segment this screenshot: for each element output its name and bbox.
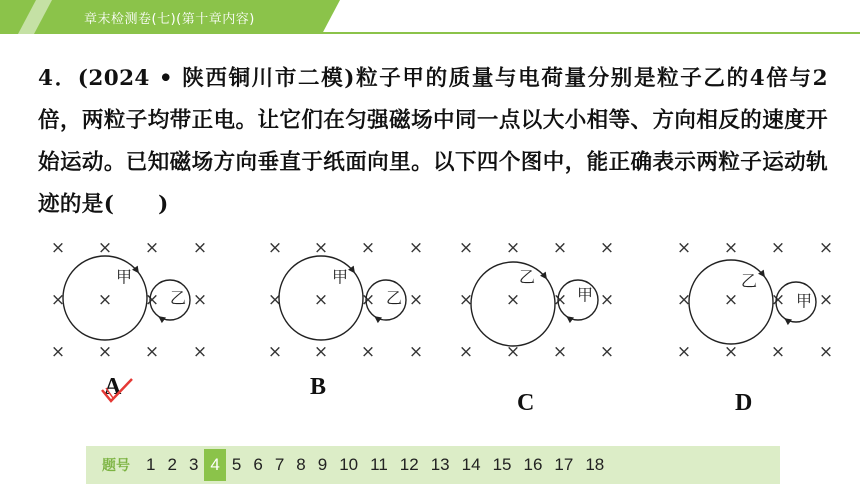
field-cross: × — [505, 238, 521, 258]
field-cross: × — [723, 342, 739, 362]
field-cross: × — [552, 238, 568, 258]
field-cross: × — [192, 238, 208, 258]
field-cross: × — [770, 342, 786, 362]
label-large-circle-particle: 甲 — [115, 267, 133, 287]
label-small-circle-particle: 乙 — [385, 288, 403, 308]
field-cross: × — [599, 290, 615, 310]
nav-item-7[interactable]: 7 — [274, 455, 285, 474]
label-small-circle-particle: 甲 — [795, 291, 813, 311]
header-banner — [0, 0, 860, 34]
field-cross: × — [408, 290, 424, 310]
field-cross: × — [599, 342, 615, 362]
label-large-circle-particle: 乙 — [740, 271, 758, 291]
label-small-circle-particle: 甲 — [576, 285, 594, 305]
field-cross: × — [192, 342, 208, 362]
field-cross: × — [267, 238, 283, 258]
field-cross: × — [360, 342, 376, 362]
question-nav — [86, 446, 780, 484]
field-cross: × — [552, 290, 568, 310]
field-cross: × — [192, 290, 208, 310]
field-cross: × — [505, 290, 521, 310]
nav-item-4[interactable]: 4 — [204, 449, 225, 481]
field-cross: × — [97, 290, 113, 310]
nav-item-15[interactable]: 15 — [492, 455, 512, 474]
field-cross: × — [818, 238, 834, 258]
nav-item-13[interactable]: 13 — [430, 455, 450, 474]
field-cross: × — [360, 290, 376, 310]
field-cross: × — [676, 342, 692, 362]
options-figures — [0, 236, 860, 436]
field-cross: × — [458, 290, 474, 310]
field-cross: × — [144, 342, 160, 362]
nav-item-10[interactable]: 10 — [339, 455, 359, 474]
correct-check-icon — [98, 376, 138, 406]
field-cross: × — [97, 342, 113, 362]
nav-item-6[interactable]: 6 — [253, 455, 263, 474]
nav-item-9[interactable]: 9 — [317, 455, 328, 474]
nav-item-18[interactable]: 18 — [585, 455, 605, 474]
label-large-circle-particle: 甲 — [331, 267, 349, 287]
question-number: 4． — [38, 66, 78, 91]
field-cross: × — [267, 290, 283, 310]
option-d-label[interactable]: D — [735, 390, 753, 416]
field-cross: × — [97, 238, 113, 258]
field-cross: × — [313, 290, 329, 310]
option-b-label[interactable]: B — [310, 374, 327, 400]
field-cross: × — [505, 342, 521, 362]
field-cross: × — [408, 238, 424, 258]
nav-item-12[interactable]: 12 — [399, 455, 419, 474]
field-cross: × — [723, 238, 739, 258]
nav-item-1[interactable]: 1 — [146, 455, 156, 474]
field-cross: × — [458, 238, 474, 258]
option-a-label[interactable]: A — [104, 374, 122, 400]
nav-items — [140, 449, 610, 481]
question-text — [38, 58, 828, 226]
nav-item-5[interactable]: 5 — [231, 455, 242, 474]
nav-item-16[interactable]: 16 — [523, 455, 543, 474]
field-cross: × — [818, 342, 834, 362]
question-body: 粒子甲的质量与电荷量分别是粒子乙的4倍与2倍，两粒子均带正电。让它们在匀强磁场中同一点以大小相等、方向相反的速度开始运动。已知磁场方向垂直于纸面向里。以下四个图中，能正确表示两粒子运动轨迹的是( ) — [38, 66, 829, 217]
field-cross: × — [313, 238, 329, 258]
option-c-label[interactable]: C — [517, 390, 535, 416]
field-cross: × — [676, 238, 692, 258]
field-cross: × — [552, 342, 568, 362]
field-cross: × — [408, 342, 424, 362]
field-cross: × — [50, 238, 66, 258]
nav-item-14[interactable]: 14 — [461, 455, 481, 474]
field-cross: × — [723, 290, 739, 310]
nav-item-3[interactable]: 3 — [188, 455, 199, 474]
nav-label: 题号 — [102, 458, 130, 474]
field-cross: × — [50, 342, 66, 362]
field-cross: × — [458, 342, 474, 362]
field-cross: × — [144, 290, 160, 310]
field-cross: × — [144, 238, 160, 258]
question-source: (2024 • 陕西铜川市二模) — [77, 66, 355, 91]
nav-item-2[interactable]: 2 — [167, 455, 177, 474]
field-cross: × — [676, 290, 692, 310]
field-cross: × — [50, 290, 66, 310]
label-small-circle-particle: 乙 — [169, 288, 187, 308]
nav-item-11[interactable]: 11 — [370, 455, 388, 474]
nav-item-8[interactable]: 8 — [296, 455, 306, 474]
field-cross: × — [313, 342, 329, 362]
field-cross: × — [818, 290, 834, 310]
nav-item-17[interactable]: 17 — [554, 455, 574, 474]
field-cross: × — [770, 238, 786, 258]
field-cross: × — [360, 238, 376, 258]
field-cross: × — [267, 342, 283, 362]
label-large-circle-particle: 乙 — [518, 267, 536, 287]
header-title: 章末检测卷(七)(第十章内容) — [84, 12, 255, 27]
field-cross: × — [599, 238, 615, 258]
field-cross: × — [770, 290, 786, 310]
